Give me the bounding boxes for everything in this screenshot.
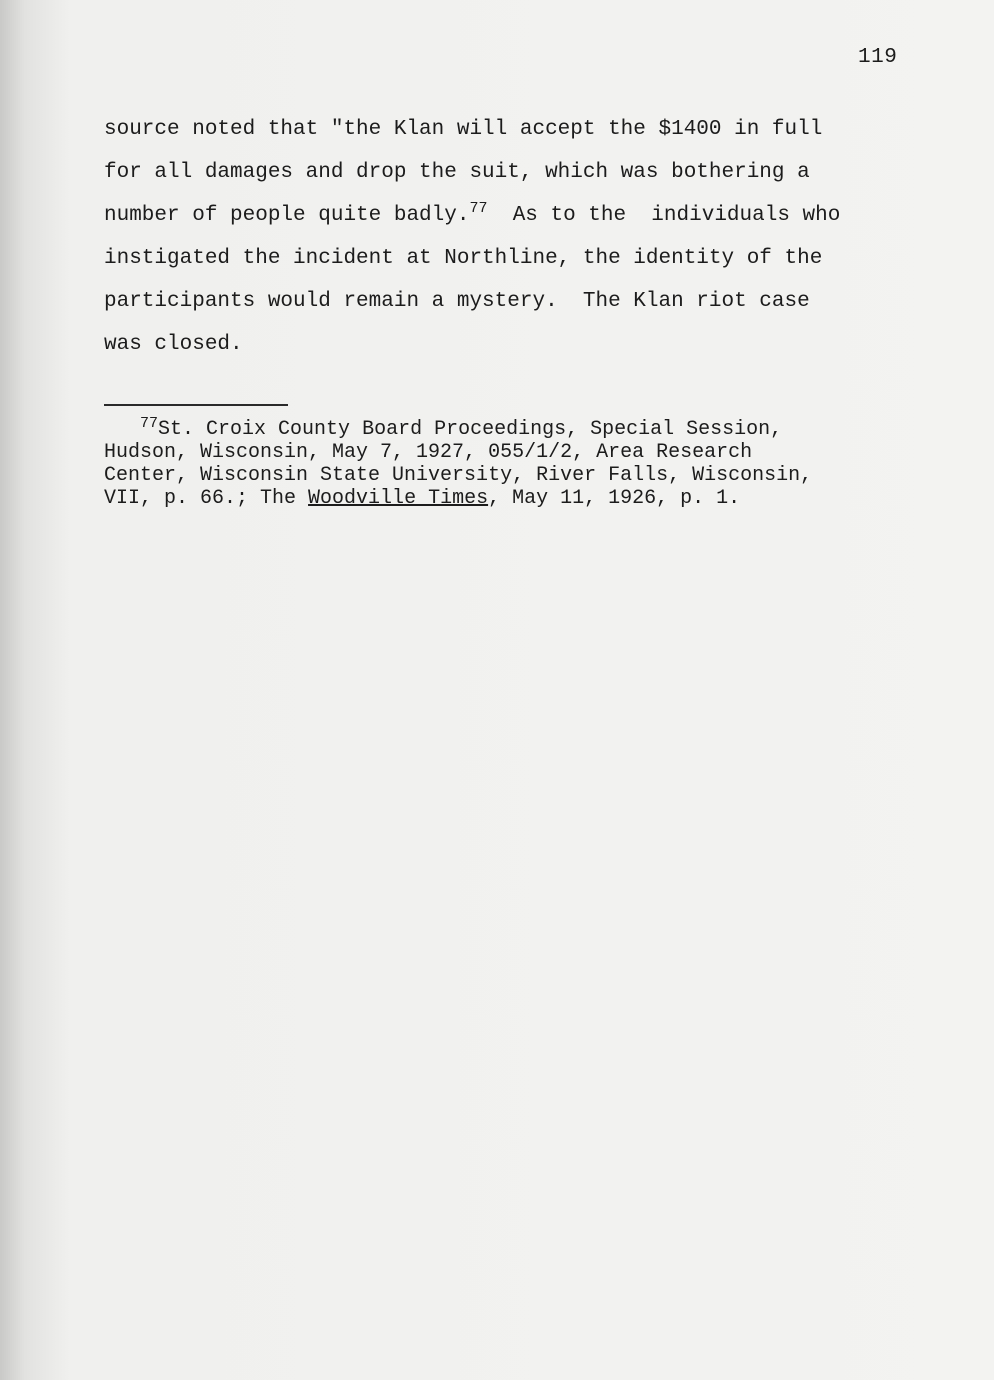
footnote-newspaper-title: Woodville Times	[308, 487, 489, 510]
body-line-4: instigated the incident at Northline, the identity of the	[104, 247, 823, 270]
footnote-line-4-b: , May 11, 1926, p. 1.	[488, 487, 741, 510]
body-line-5: participants would remain a mystery. The Klan riot case	[104, 290, 810, 313]
footnote-line-4-a: VII, p. 66.; The	[104, 487, 309, 510]
body-line-6: was closed.	[104, 333, 243, 356]
footnote-line-3: Center, Wisconsin State University, River Falls, Wisconsin,	[104, 464, 813, 487]
footnote-line-1-text: St. Croix County Board Proceedings, Special Session,	[158, 418, 783, 441]
page-number: 119	[858, 46, 898, 69]
body-line-1: source noted that "the Klan will accept the $1400 in full	[104, 118, 823, 141]
body-line-3	[104, 200, 924, 243]
footnote-marker: 77	[140, 415, 159, 432]
footnote-line-2: Hudson, Wisconsin, May 7, 1927, 055/1/2, Area Research	[104, 441, 753, 464]
footnote-line-1	[104, 415, 944, 441]
footnote-line-4	[104, 487, 944, 510]
footnote-divider	[104, 404, 288, 406]
body-line-2: for all damages and drop the suit, which was bothering a	[104, 161, 810, 184]
footnote-reference-77: 77	[469, 200, 488, 217]
body-line-3-tail: As to the individuals who	[487, 204, 841, 227]
body-line-3-text: number of people quite badly.	[104, 204, 470, 227]
body-paragraph	[104, 114, 924, 372]
footnote-77	[104, 415, 944, 510]
